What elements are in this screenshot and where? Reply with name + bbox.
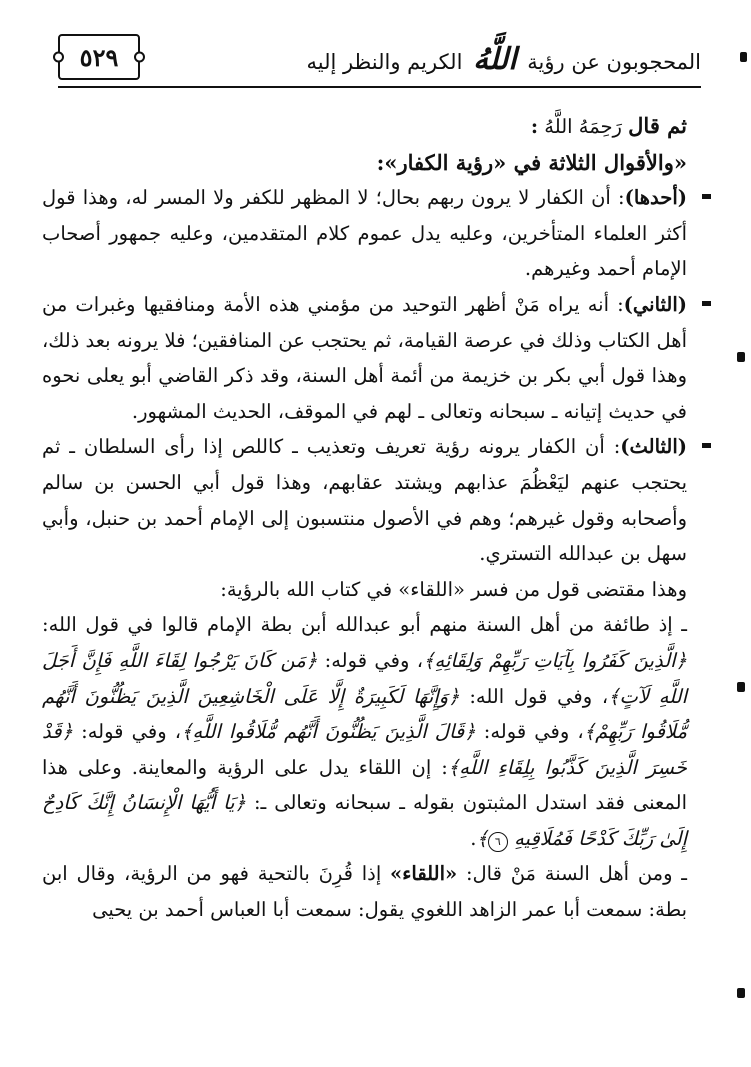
liqa-paragraph (42, 607, 687, 856)
opinion-item-3 (42, 429, 687, 571)
text-run: ، وفي قوله: (475, 720, 584, 744)
bullet-marker (702, 194, 711, 199)
quran-verse-3: ﴿وَإِنَّهَا لَكَبِيرَةٌ إِلَّا عَلَى الْخَاشِعِينَ الَّذِينَ يَظُنُّونَ أَنَّهُم مُّلَاقُوا رَبِّهِمْ﴾ (42, 684, 688, 744)
title-part-1: المحجوبون عن رؤية (527, 50, 701, 74)
page-number: ٥٢٩ (79, 42, 119, 72)
liqa-intro: وهذا مقتضى قول من فسر «اللقاء» في كتاب الله بالرؤية: (220, 577, 687, 601)
quran-verse-6: ﴿يَا أَيُّهَا الْإِنسَانُ إِنَّكَ كَادِحٌ إِلَىٰ رَبِّكَ كَدْحًا فَمُلَاقِيهِ (42, 791, 687, 850)
text-run: ، وفي قوله: (72, 720, 182, 744)
verse-number-marker: ٦ (488, 832, 508, 852)
intro-line (42, 108, 687, 145)
text-run: إذا قُرِنَ بالتحية فهو من الرؤية، وقال ابن بطة: سمعت أبا عمر الزاهد اللغوي يقول: سمعت أبا العباس أحمد بن يحيى (42, 862, 687, 922)
text-run: ـ إذ طائفة من أهل السنة منهم أبو عبدالله أبن بطة الإمام قالوا في قول الله: (42, 613, 687, 637)
opinion-text: : أن الكفار يرونه رؤية تعريف وتعذيب ـ كاللص إذا رأى السلطان ـ ثم يحتجب عنهم ليَعْظُمَ عذابهم ويشتد عقابهم، وهذا قول أبي الحسن بن سالم وأصحابه وقول غيرهم؛ وهم في الأصول منتسبون إلى الإمام أحمد بن حنبل، وأبي سهل بن عبدالله التستري. (42, 435, 687, 566)
quran-verse-2: ﴿مَن كَانَ يَرْجُوا لِقَاءَ اللَّهِ فَإِنَّ أَجَلَ اللَّهِ لَآتٍ﴾ (42, 648, 688, 708)
text-run: ، وفي قول الله: (459, 684, 609, 708)
liqa-term: «اللقاء» (390, 862, 458, 886)
opinion-item-1 (42, 180, 687, 287)
text-run: . (470, 826, 477, 850)
page-body (42, 108, 687, 928)
opinion-text: : أنه يراه مَنْ أظهر التوحيد من مؤمني هذه الأمة ومنافقيها وغبرات من أهل الكتاب وذلك في عرصة القيامة، ثم يحتجب عن المنافقين؛ فلا يرونه بعد ذلك، وهذا قول أبي بكر بن خزيمة من أئمة أهل السنة، وقد ذكر القاضي أبو يعلى نحوه في حديث إتيانه ـ سبحانه وتعالى ـ لهم في الموقف، الحديث المشهور. (41, 292, 687, 423)
liqa-paragraph-2 (42, 856, 687, 927)
allah-calligraphy: اللَّهُ (473, 42, 517, 77)
opinion-item-2 (42, 287, 687, 429)
honorific: رَحِمَهُ اللَّهُ (544, 115, 622, 138)
page-header (58, 28, 701, 88)
quran-bracket-end: ﴾ (476, 826, 488, 850)
section-heading: «والأقوال الثلاثة في «رؤية الكفار»: (376, 149, 687, 175)
opinion-text: : أن الكفار لا يرون ربهم بحال؛ لا المظهر للكفر ولا المسر له، وهذا قول أكثر العلماء المتأخرين، وعليه يدل عموم كلام المتقدمين، وعليه جمهور أصحاب الإمام أحمد وغيرهم. (42, 186, 687, 281)
intro-colon: : (530, 115, 539, 138)
text-run: ، وفي قوله: (317, 648, 424, 672)
quran-verse-5: ﴿قَدْ خَسِرَ الَّذِينَ كَذَّبُوا بِلِقَاءِ اللَّهِ﴾ (42, 720, 687, 779)
text-run: ـ ومن أهل السنة مَنْ قال: (457, 862, 687, 886)
bullet-marker (702, 443, 711, 448)
bullet-marker (702, 301, 711, 306)
intro-lead: ثم قال (628, 113, 687, 138)
margin-mark (737, 682, 745, 692)
quran-verse-4: ﴿قَالَ الَّذِينَ يَظُنُّونَ أَنَّهُم مُّلَاقُوا اللَّهِ﴾ (181, 720, 476, 744)
quran-verse-1: ﴿الَّذِينَ كَفَرُوا بِآيَاتِ رَبِّهِمْ وَلِقَائِهِ﴾ (423, 648, 687, 672)
page-number-box (58, 34, 140, 80)
margin-mark (740, 52, 747, 62)
opinion-label: (أحدها) (624, 186, 687, 210)
opinion-label: (الثاني) (623, 292, 687, 316)
margin-mark (737, 988, 745, 998)
running-title (306, 42, 701, 77)
text-run: : إن اللقاء يدل على الرؤية والمعاينة. وعلى هذا المعنى فقد استدل المثبتون بقوله ـ سبحانه وتعالى ـ: (42, 755, 688, 815)
margin-mark (737, 352, 745, 362)
title-part-2: الكريم والنظر إليه (306, 50, 463, 74)
opinion-label: (الثالث) (620, 435, 687, 459)
